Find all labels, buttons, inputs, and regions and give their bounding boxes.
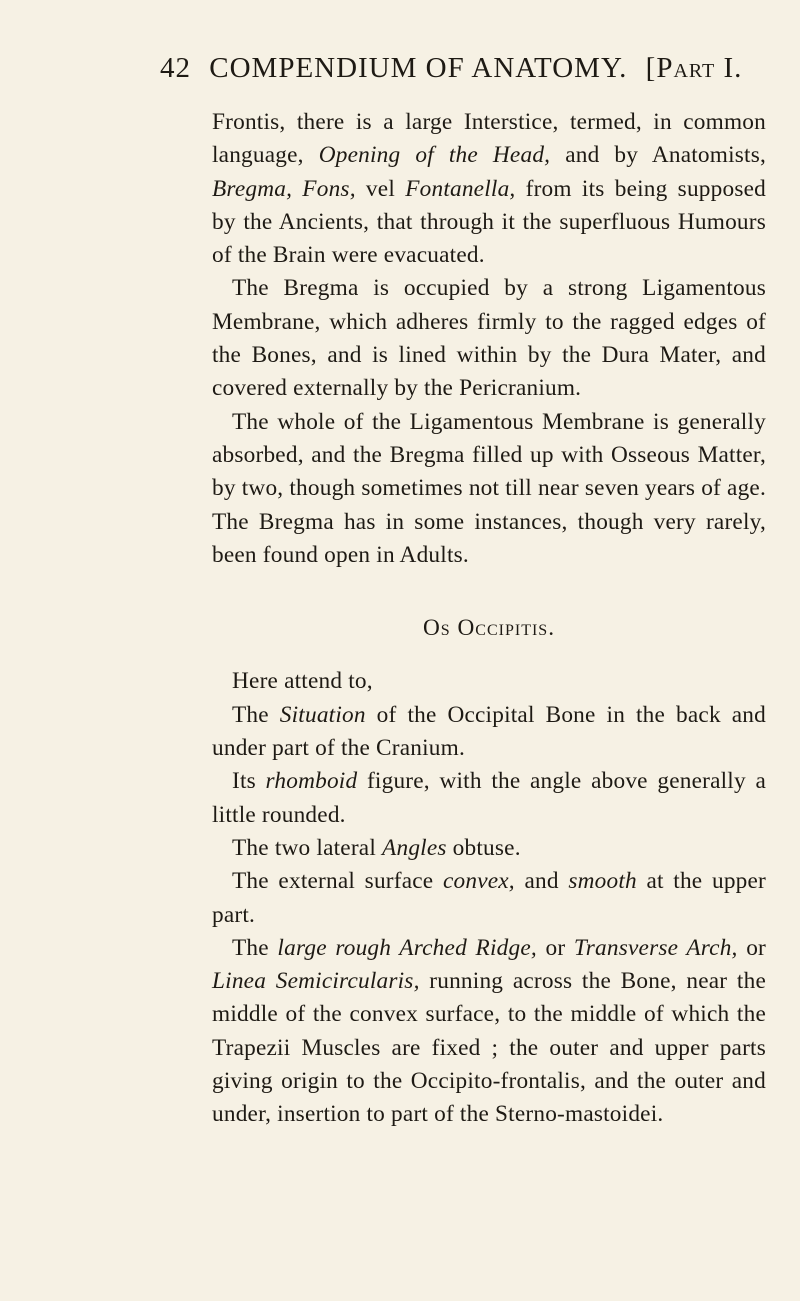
running-title: COMPENDIUM OF ANATOMY. — [209, 52, 628, 84]
paragraph-external-surface: The external surface convex, and smooth at the upper part. — [212, 868, 767, 928]
page-number: 42 — [160, 52, 191, 84]
running-head — [160, 52, 780, 85]
paragraph-bregma-intro: Frontis, there is a large Interstice, termed, in common language, Opening of the Head, and by Anatomists, Bregma, Fons, vel Fontanella, from its being supposed by the Ancients, that through it the superfluous Humours of the Brain were evacuated. — [212, 109, 766, 269]
paragraph-angles: The two lateral Angles obtuse. — [232, 834, 521, 861]
paragraph-arched-ridge: The large rough Arched Ridge, or Transverse Arch, or Linea Semicircularis, running across the Bone, near the middle of the convex surface, to the middle of which the Trapezii Muscles are fixed ; the outer and upper parts giving origin to the Occipito-frontalis, and the outer and under, insertion to part of the Sterno-mastoidei. — [212, 934, 767, 1128]
part-label: [Part I. — [645, 52, 743, 84]
paragraph-attend: Here attend to, — [232, 668, 373, 695]
paragraph-figure: Its rhomboid figure, with the angle above generally a little rounded. — [212, 768, 767, 828]
paragraph-situation: The Situation of the Occipital Bone in the back and under part of the Cranium. — [212, 701, 766, 762]
paragraph-bregma-ossification: The whole of the Ligamentous Membrane is generally absorbed, and the Bregma filled up with Osseous Matter, by two, though sometimes not till near seven years of age. The Bregma has in some instances, though very rarely, been found open in Adults. — [212, 408, 766, 568]
body-text — [212, 106, 766, 1132]
paragraph-bregma-membrane: The Bregma is occupied by a strong Ligamentous Membrane, which adheres firmly to the ragged edges of the Bones, and is lined within by the Dura Mater, and covered externally by the Pericranium. — [212, 275, 766, 402]
section-heading: Os Occipitis. — [422, 615, 556, 642]
